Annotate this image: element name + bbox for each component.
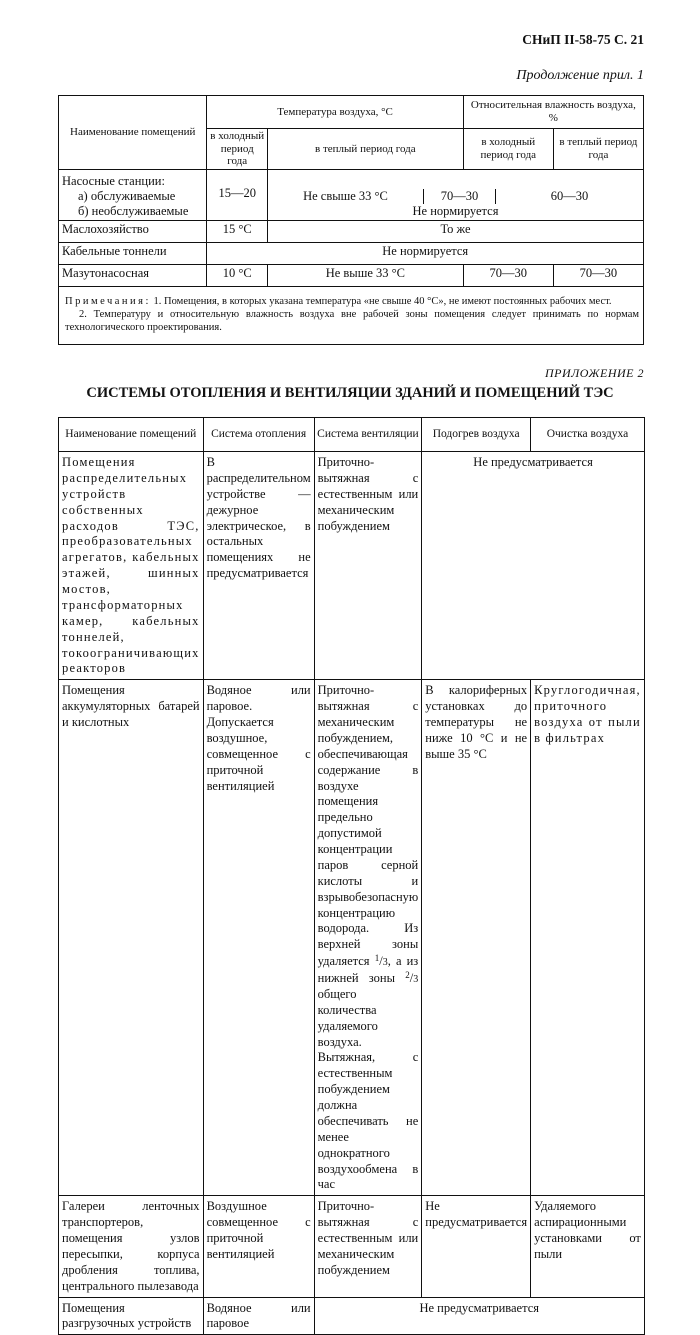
table-heating-ventilation bbox=[58, 417, 645, 1335]
appendix-label: ПРИЛОЖЕНИЕ 2 bbox=[545, 366, 644, 380]
appendix-title: СИСТЕМЫ ОТОПЛЕНИЯ И ВЕНТИЛЯЦИИ ЗДАНИЙ И ПОМЕЩЕНИЙ ТЭС bbox=[86, 385, 614, 401]
col-header-heating: Система отопления bbox=[203, 418, 314, 452]
row-label: Мазутонасосная bbox=[59, 264, 207, 286]
cell-heating: Водяное или паровое bbox=[203, 1297, 314, 1335]
cell-heating: В распределительном устройстве — дежурное электрическое, в остальных помещениях не предусматривается bbox=[203, 452, 314, 680]
cell-ventilation: Приточно-вытяжная с естественным или механическим побуждением bbox=[314, 1196, 422, 1297]
cell-value: 15 °С bbox=[207, 220, 268, 242]
col-header-hum-cold: в холодный период года bbox=[463, 129, 553, 170]
cell-merged: Не предусматривается bbox=[314, 1297, 644, 1335]
cell-room-name: Помещения распределительных устройств собственных расходов ТЭС, преобразовательных агрегатов, кабельных этажей, шинных мостов, трансформаторных камер, кабельных тоннелей, токоограничивающих реакторов bbox=[59, 452, 204, 680]
cell-merged: Не предусматривается bbox=[422, 452, 645, 680]
table-row bbox=[59, 1196, 645, 1297]
note-1: 1. Помещения, в которых указана температура «не свыше 40 °С», не имеют постоянных рабочих мест. bbox=[153, 295, 612, 307]
cell-ventilation: Приточно-вытяжная с естественным или механическим побуждением bbox=[314, 452, 422, 680]
table-row bbox=[59, 169, 644, 220]
row-label: Насосные станции: bbox=[62, 173, 165, 188]
cell-value: 70—30 bbox=[553, 264, 643, 286]
table-row bbox=[59, 242, 644, 264]
cell-heating: Водяное или паровое. Допускается воздушное, совмещенное с приточной вентиляцией bbox=[203, 680, 314, 1196]
col-header-temp-warm: в теплый период года bbox=[267, 129, 463, 170]
cell-air-heating: В калориферных установках до температуры не ниже 10 °С и не выше 35 °С bbox=[422, 680, 531, 1196]
continuation-label: Продолжение прил. 1 bbox=[516, 68, 644, 83]
cell-value: 70—30 bbox=[424, 189, 496, 204]
table-row bbox=[59, 452, 645, 680]
cell-value: 10 °С bbox=[207, 264, 268, 286]
col-header-air-cleaning: Очистка воздуха bbox=[531, 418, 645, 452]
cell-air-cleaning: Удаляемого аспирационными установками от пыли bbox=[531, 1196, 645, 1297]
cell-room-name: Помещения аккумуляторных батарей и кислотных bbox=[59, 680, 204, 1196]
row-label: б) необслуживаемые bbox=[78, 203, 189, 218]
col-header-air-heating: Подогрев воздуха bbox=[422, 418, 531, 452]
cell-value: Не свыше 33 °С bbox=[268, 189, 424, 204]
cell-heating: Воздушное совмещенное с приточной вентиляцией bbox=[203, 1196, 314, 1297]
table-row bbox=[59, 264, 644, 286]
col-header-hum-warm: в теплый период года bbox=[553, 129, 643, 170]
notes-label: Примечания: bbox=[65, 295, 151, 307]
col-header-humidity: Относительная влажность воздуха, % bbox=[463, 96, 643, 129]
cell-value: Не выше 33 °С bbox=[267, 264, 463, 286]
table-row bbox=[59, 220, 644, 242]
col-header-room-name: Наименование помещений bbox=[59, 96, 207, 170]
cell-value: То же bbox=[267, 220, 643, 242]
cell-value: Не нормируется bbox=[207, 242, 644, 264]
col-header-temperature: Температура воздуха, °С bbox=[207, 96, 463, 129]
cell-value: 60—30 bbox=[550, 188, 589, 203]
row-label: а) обслуживаемые bbox=[78, 188, 176, 203]
row-label: Кабельные тоннели bbox=[59, 242, 207, 264]
table-row bbox=[59, 680, 645, 1196]
cell-value: 15—20 bbox=[218, 185, 256, 200]
cell-value: Не нормируется bbox=[412, 203, 499, 218]
col-header-room-name: Наименование помещений bbox=[59, 418, 204, 452]
cell-air-cleaning: Круглогодичная, приточного воздуха от пыли в фильтрах bbox=[531, 680, 645, 1196]
table-room-climate bbox=[58, 95, 644, 345]
cell-room-name: Галереи ленточных транспортеров, помещения узлов пересыпки, корпуса дробления топлива, центрального пылезавода bbox=[59, 1196, 204, 1297]
col-header-ventilation: Система вентиляции bbox=[314, 418, 422, 452]
cell-ventilation: Приточно-вытяжная с механическим побуждением, обеспечивающая содержание в воздухе помещения предельно допустимой концентрации паров серной кислоты и взрывобезопасную концентрацию водорода. Из верхней зоны удаляется $^1$/3, а из нижней зоны $^2$/3 общего количества удаляемого воздуха. Вытяжная, с естественным побуждением должна обеспечивать не менее однократного воздухообмена в час bbox=[314, 680, 422, 1196]
col-header-temp-cold: в холодный период года bbox=[207, 129, 268, 170]
row-label: Маслохозяйство bbox=[59, 220, 207, 242]
note-2: 2. Температуру и относительную влажность воздуха вне рабочей зоны помещения следует принимать по нормам технологического проектирования. bbox=[65, 309, 639, 334]
notes-row bbox=[59, 286, 644, 344]
table-row bbox=[59, 1297, 645, 1335]
cell-room-name: Помещения разгрузочных устройств bbox=[59, 1297, 204, 1335]
cell-value: 70—30 bbox=[463, 264, 553, 286]
page-number: СНиП II-58-75 С. 21 bbox=[522, 32, 644, 47]
cell-air-heating: Не предусматривается bbox=[422, 1196, 531, 1297]
